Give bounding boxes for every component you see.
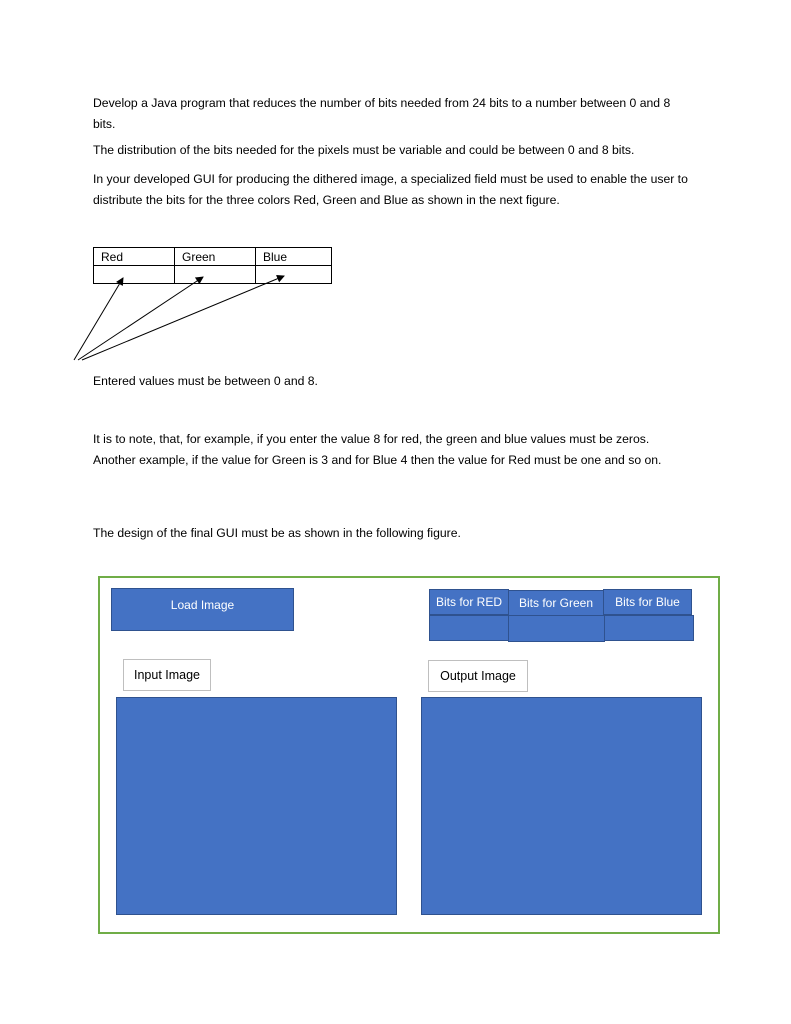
arrow-to-red: [74, 278, 123, 360]
distribution-paragraph: The distribution of the bits needed for the pixels must be variable and could be between 0 and 8 bits.: [93, 143, 635, 157]
gui-field-paragraph: In your developed GUI for producing the dithered image, a specialized field must be used to enable the user to distribute the bits for the three colors Red, Green and Blue as shown in the next figure.: [93, 172, 688, 207]
output-image-label: Output Image: [428, 660, 528, 692]
output-image-panel: [421, 697, 702, 915]
bits-distribution-table: [93, 247, 332, 284]
green-bits-input[interactable]: [174, 265, 256, 284]
entered-values-note: Entered values must be between 0 and 8.: [93, 374, 318, 388]
intro-paragraph: Develop a Java program that reduces the number of bits needed from 24 bits to a number between 0 and 8 bits.: [93, 96, 671, 131]
bits-for-green-header: Bits for Green: [508, 590, 604, 616]
bits-for-red-input[interactable]: [429, 615, 509, 641]
bits-for-red-header: Bits for RED: [429, 589, 509, 615]
bits-for-green-input[interactable]: [508, 615, 605, 642]
table-header-blue: Blue: [255, 247, 332, 266]
load-image-button[interactable]: Load Image: [111, 588, 294, 631]
input-image-label: Input Image: [123, 659, 211, 691]
input-image-panel: [116, 697, 397, 915]
bits-for-blue-header: Bits for Blue: [603, 589, 692, 615]
design-paragraph: The design of the final GUI must be as shown in the following figure.: [93, 526, 461, 540]
example-paragraph: It is to note, that, for example, if you enter the value 8 for red, the green and blue values must be zeros. Another example, if the value for Green is 3 and for Blue 4 then the value for Red must be one and so on.: [93, 432, 662, 467]
bits-for-blue-input[interactable]: [604, 615, 694, 641]
arrow-to-blue: [82, 276, 284, 360]
table-header-green: Green: [174, 247, 256, 266]
blue-bits-input[interactable]: [255, 265, 332, 284]
red-bits-input[interactable]: [93, 265, 175, 284]
arrow-to-green: [78, 277, 203, 360]
table-header-red: Red: [93, 247, 175, 266]
